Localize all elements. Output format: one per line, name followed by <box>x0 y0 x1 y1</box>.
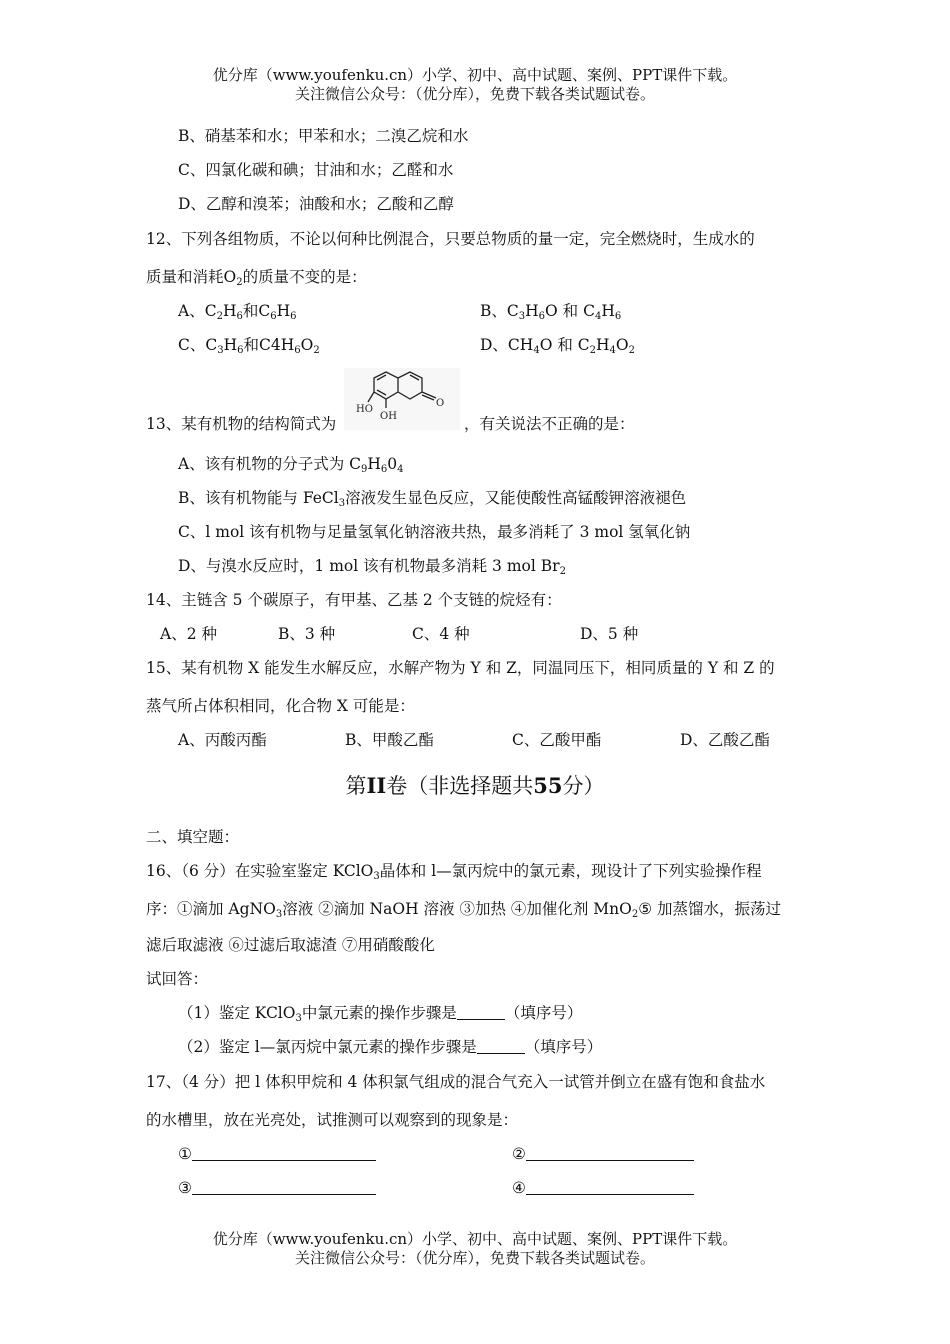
answer-blank-1[interactable] <box>457 1003 505 1020</box>
q12-option-a: A、$C_2H_6$和$C_6H_6$ <box>178 302 297 322</box>
q15-stem-line-1: 15、某有机物 X 能发生水解反应，水解产物为 Y 和 Z，同温同压下，相同质量的 Y 和 Z 的 <box>146 659 775 677</box>
q15-stem-line-2: 蒸气所占体积相同，化合物 X 可能是： <box>146 697 415 715</box>
q14-option-c: C、4 种 <box>412 625 470 643</box>
q17-stem-line-2: 的水槽里，放在光亮处，试推测可以观察到的现象是： <box>146 1111 519 1129</box>
header-line-1: 优分库（www.youfenku.cn）小学、初中、高中试题、案例、PPT课件下载。 <box>212 66 738 84</box>
q16-sub-question-1: （1）鉴定 KClO$_3$中氯元素的操作步骤是 （填序号） <box>178 1004 583 1024</box>
q15-option-a: A、丙酸丙酯 <box>178 731 267 749</box>
q11-option-c: C、四氯化碳和碘；甘油和水；乙醛和水 <box>178 161 454 179</box>
part-two-title: 第II卷（非选择题共55分） <box>345 773 605 798</box>
q13-stem-pre: 13、某有机物的结构简式为 <box>146 415 337 433</box>
q14-stem: 14、主链含 5 个碳原子，有甲基、乙基 2 个支链的烷烃有： <box>146 591 562 609</box>
observation-blank-1[interactable] <box>192 1144 376 1161</box>
q17-observation-3: ③ <box>178 1177 376 1199</box>
q17-stem-line-1: 17、（4 分）把 l 体积甲烷和 4 体积氯气组成的混合气充入一试管并倒立在盛有饱和食盐水 <box>146 1073 766 1091</box>
footer-line-2: 关注微信公众号：（优分库），免费下载各类试题试卷。 <box>294 1249 655 1267</box>
q14-option-d: D、5 种 <box>580 625 639 643</box>
footer-line-1: 优分库（www.youfenku.cn）小学、初中、高中试题、案例、PPT课件下载。 <box>212 1230 738 1248</box>
q16-answer-prompt: 试回答： <box>146 970 209 988</box>
section-heading-fill-blank: 二、填空题： <box>146 828 240 846</box>
q11-option-d: D、乙醇和溴苯；油酸和水；乙酸和乙醇 <box>178 195 454 213</box>
q15-option-b: B、甲酸乙酯 <box>345 731 434 749</box>
q17-observation-1: ① <box>178 1143 376 1165</box>
q13-option-c: C、l mol 该有机物与足量氢氧化钠溶液共热，最多消耗了 3 mol 氢氧化钠 <box>178 523 691 541</box>
coumarin-structure-image <box>344 368 460 430</box>
q16-stem-line-2: 序：①滴加 AgNO$_3$溶液 ②滴加 NaOH 溶液 ③加热 ④加催化剂 MnO$_2$⑤ 加蒸馏水，振荡过 <box>146 900 782 920</box>
observation-blank-3[interactable] <box>192 1178 376 1195</box>
q17-observation-2: ② <box>512 1143 694 1165</box>
q16-stem-line-3: 滤后取滤液 ⑥过滤后取滤渣 ⑦用硝酸酸化 <box>146 936 435 954</box>
q12-option-b: B、$C_3H_6O$ 和 $C_4H_6$ <box>480 302 622 322</box>
q13-option-a: A、该有机物的分子式为 $C_9H_60_4$ <box>178 455 404 475</box>
q17-observation-4: ④ <box>512 1177 694 1199</box>
q12-stem-line-2: 质量和消耗$O_2$的质量不变的是： <box>146 268 367 288</box>
q16-sub-question-2: （2）鉴定 l—氯丙烷中氯元素的操作步骤是 （填序号） <box>178 1038 603 1056</box>
q16-stem-line-1: 16、（6 分）在实验室鉴定 KClO$_3$晶体和 l—氯丙烷中的氯元素，现设计了下列实验操作程 <box>146 862 762 882</box>
mol-label-ho: HO <box>356 404 373 415</box>
q13-stem-post: ，有关说法不正确的是： <box>464 415 635 433</box>
q12-option-c: C、$C_3H_6$和$C4H_6O_2$ <box>178 336 320 356</box>
q15-option-c: C、乙酸甲酯 <box>512 731 602 749</box>
mol-label-o: O <box>436 398 445 409</box>
observation-blank-4[interactable] <box>526 1178 694 1195</box>
observation-blank-2[interactable] <box>526 1144 694 1161</box>
q13-option-b: B、该有机物能与 FeCl$_3$溶液发生显色反应，又能使酸性高锰酸钾溶液褪色 <box>178 489 687 509</box>
q11-option-b: B、硝基苯和水；甲苯和水；二溴乙烷和水 <box>178 127 469 145</box>
q15-option-d: D、乙酸乙酯 <box>680 731 770 749</box>
q14-option-b: B、3 种 <box>278 625 336 643</box>
mol-label-oh: OH <box>380 411 397 422</box>
q13-option-d: D、与溴水反应时，1 mol 该有机物最多消耗 3 mol $Br_2$ <box>178 557 566 577</box>
q12-stem-line-1: 12、下列各组物质，不论以何种比例混合，只要总物质的量一定，完全燃烧时，生成水的 <box>146 230 755 248</box>
q14-option-a: A、2 种 <box>160 625 217 643</box>
q12-option-d: D、$CH_4O$ 和 $C_2H_4O_2$ <box>480 336 635 356</box>
header-line-2: 关注微信公众号：（优分库），免费下载各类试题试卷。 <box>294 85 655 103</box>
answer-blank-2[interactable] <box>477 1037 525 1054</box>
